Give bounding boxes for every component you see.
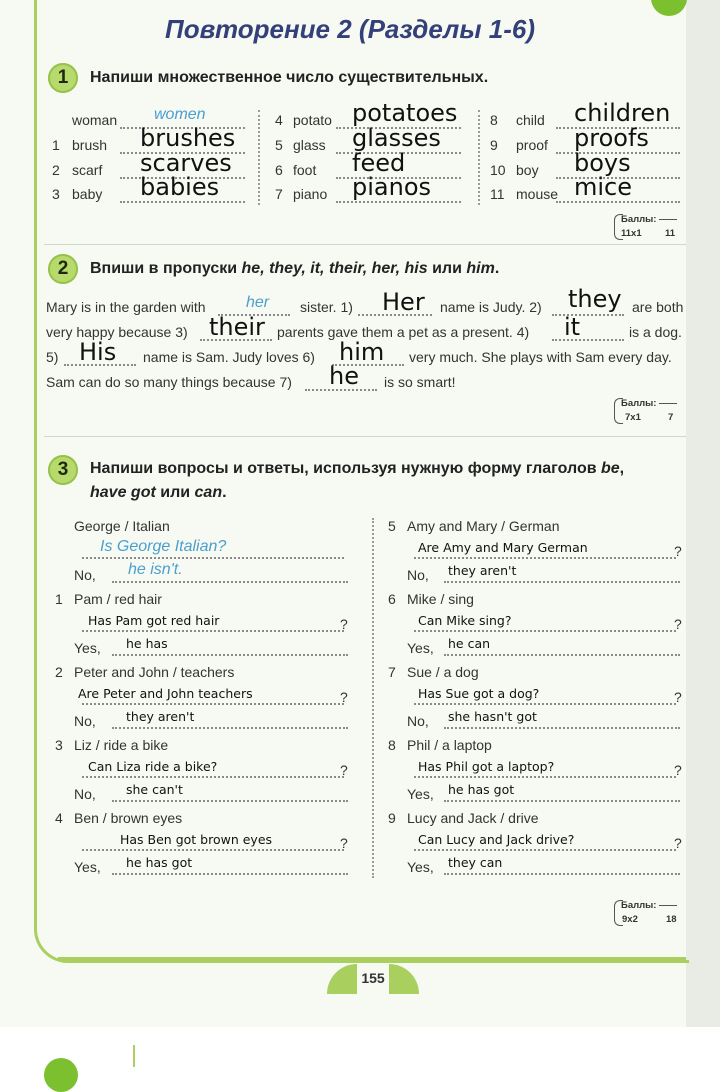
ex2-example-answer: her: [246, 294, 270, 311]
ex3-item-prompt: Phil / a laptop: [407, 737, 492, 753]
ex2-text: name is Judy. 2): [440, 299, 542, 315]
exercise-3-instruction: Напиши вопросы и ответы, используя нужную форму глаголов be, have got или can.: [90, 460, 625, 501]
ex2-answer-2: they: [568, 285, 622, 313]
ex3-question-mark: ?: [674, 762, 682, 778]
ex1-item-word: foot: [293, 162, 317, 178]
column-divider: [372, 518, 374, 878]
ex3-item-prompt: Pam / red hair: [74, 591, 162, 607]
ex3-answer-blank: [112, 654, 348, 656]
ex3-question-blank: [82, 630, 344, 632]
ex3-item-prompt: Amy and Mary / German: [407, 518, 560, 534]
ex1-item-word: piano: [293, 186, 328, 202]
ex3-item-number: 7: [388, 664, 396, 680]
ex3-score-max: 18: [666, 914, 677, 925]
page-title: Повторение 2 (Разделы 1-6): [165, 14, 535, 44]
ex3-short-word: No,: [74, 786, 96, 802]
ex3-question-blank: [414, 776, 676, 778]
ex1-item-word: child: [516, 112, 545, 128]
section-separator: [44, 244, 686, 245]
ex1-blank: [120, 201, 245, 203]
section-separator: [44, 436, 686, 437]
exercise-2-instruction: Впиши в пропуски he, they, it, their, her, his или him.: [90, 260, 500, 277]
ex3-short-answer: he has got: [448, 782, 515, 797]
ex1-item-number: 4: [275, 112, 283, 128]
ex3-item-prompt: George / Italian: [74, 518, 170, 534]
ex3-answer-blank: [112, 873, 348, 875]
ex1-item-number: 2: [52, 162, 60, 178]
ex3-item-number: 1: [55, 591, 63, 607]
ex3-short-answer: they aren't: [126, 709, 195, 724]
ex1-answer: potatoes: [352, 99, 458, 127]
ex3-question-blank: [82, 703, 344, 705]
ex1-item-word: brush: [72, 137, 108, 153]
ex3-question-answer: Are Amy and Mary German: [418, 540, 588, 555]
ex3-score-formula: 9x2: [622, 914, 638, 925]
ex3-score-label: Баллы:: [621, 900, 677, 912]
ex1-answer: mice: [574, 173, 633, 201]
ex3-short-answer: they aren't: [448, 563, 517, 578]
ex2-answer-6: him: [339, 338, 385, 366]
ex2-answer-1: Her: [382, 288, 425, 316]
ex3-answer-blank: [444, 654, 680, 656]
ex2-text: Mary is in the garden with: [46, 299, 206, 315]
ex2-answer-5: His: [79, 338, 117, 366]
ex3-question-mark: ?: [674, 835, 682, 851]
ex2-text: sister. 1): [300, 299, 353, 315]
exercise-1-badge: 1: [48, 63, 78, 93]
ex1-item-word: glass: [293, 137, 326, 153]
ex3-question-blank: [414, 557, 676, 559]
ex3-question-blank: [82, 776, 344, 778]
ex3-short-answer: she hasn't got: [448, 709, 537, 724]
ex1-answer: scarves: [140, 149, 232, 177]
ex1-score-max: 11: [665, 228, 676, 239]
ex2-text: very much. She plays with Sam every day.: [409, 349, 672, 365]
ex1-answer: proofs: [574, 124, 649, 152]
ex3-short-word: No,: [407, 713, 429, 729]
ex2-score-label: Баллы:: [621, 398, 677, 410]
ex3-answer-blank: [444, 800, 680, 802]
ex3-question-mark: ?: [674, 543, 682, 559]
ex3-example-question: Is George Italian?: [100, 538, 227, 555]
ex3-short-answer: he can: [448, 636, 491, 651]
ex2-text: parents gave them a pet as a present. 4): [277, 324, 530, 340]
ex3-question-answer: Has Phil got a laptop?: [418, 759, 555, 774]
ex1-item-word: baby: [72, 186, 103, 202]
ex3-question-answer: Has Ben got brown eyes: [120, 832, 273, 847]
ex3-item-number: 3: [55, 737, 63, 753]
ex3-answer-blank: [112, 800, 348, 802]
ex3-question-mark: ?: [340, 689, 348, 705]
ex3-short-word: Yes,: [407, 859, 434, 875]
ex3-answer-blank: [112, 727, 348, 729]
ex1-item-word: scarf: [72, 162, 103, 178]
ex3-item-prompt: Peter and John / teachers: [74, 664, 235, 680]
ex3-question-answer: Can Liza ride a bike?: [88, 759, 218, 774]
next-page-frame-line: [133, 1045, 135, 1067]
ex1-score-label: Баллы:: [621, 214, 677, 226]
ex1-item-word: potato: [293, 112, 332, 128]
ex3-item-number: 9: [388, 810, 396, 826]
ex2-score-max: 7: [668, 412, 674, 423]
ex3-item-prompt: Mike / sing: [407, 591, 474, 607]
ex1-item-number: 8: [490, 112, 498, 128]
ex3-item-prompt: Sue / a dog: [407, 664, 479, 680]
ex2-text: are both: [632, 299, 684, 315]
exercise-3-badge: 3: [48, 455, 78, 485]
ex1-item-number: 3: [52, 186, 60, 202]
ex1-answer: pianos: [352, 173, 432, 201]
ex2-text: Sam can do so many things because 7): [46, 374, 292, 390]
ex3-question-blank: [414, 703, 676, 705]
ex2-score-formula: 7x1: [625, 412, 641, 423]
ex3-answer-blank: [444, 581, 680, 583]
ex3-short-word: No,: [74, 567, 96, 583]
ex3-question-mark: ?: [340, 762, 348, 778]
ex3-question-blank: [414, 630, 676, 632]
ex3-short-word: No,: [74, 713, 96, 729]
ex3-item-number: 2: [55, 664, 63, 680]
ex3-question-answer: Are Peter and John teachers: [78, 686, 253, 701]
ex3-item-prompt: Ben / brown eyes: [74, 810, 183, 826]
ex2-text: very happy because 3): [46, 324, 188, 340]
ex1-blank: [556, 201, 680, 203]
ex3-answer-blank: [112, 581, 348, 583]
ex1-item-number: 7: [275, 186, 283, 202]
ex2-answer-4: it: [564, 313, 581, 341]
ex1-item-number: 5: [275, 137, 283, 153]
ex1-score-formula: 11x1: [621, 228, 642, 239]
ex3-short-answer: he has: [126, 636, 168, 651]
exercise-2-badge: 2: [48, 254, 78, 284]
column-divider: [478, 110, 480, 205]
ex1-item-number: 11: [490, 186, 505, 202]
ex2-blank: [552, 314, 624, 316]
ex3-question-answer: Can Lucy and Jack drive?: [418, 832, 575, 847]
ex1-answer: glasses: [352, 124, 441, 152]
ex2-text: name is Sam. Judy loves 6): [143, 349, 315, 365]
ex1-answer: children: [574, 99, 671, 127]
ex1-item-word: woman: [72, 112, 118, 128]
ex3-item-number: 5: [388, 518, 396, 534]
ex3-question-answer: Has Sue got a dog?: [418, 686, 540, 701]
ex3-short-word: No,: [407, 567, 429, 583]
next-page-strip: [0, 1027, 720, 1067]
ex3-question-mark: ?: [674, 689, 682, 705]
ex3-question-answer: Has Pam got red hair: [88, 613, 220, 628]
ex1-example-answer: women: [154, 106, 206, 123]
ex3-question-blank: [82, 557, 344, 559]
ex3-item-prompt: Lucy and Jack / drive: [407, 810, 539, 826]
page-number-tab: [327, 960, 419, 994]
ex3-short-answer: she can't: [126, 782, 183, 797]
page-number: 155: [361, 970, 385, 986]
ex1-item-word: mouse: [516, 186, 559, 202]
ex2-answer-7: he: [329, 362, 359, 390]
ex1-answer: babies: [140, 173, 220, 201]
next-page-badge: [44, 1058, 78, 1092]
ex3-item-prompt: Liz / ride a bike: [74, 737, 169, 753]
ex3-question-mark: ?: [340, 835, 348, 851]
ex3-answer-blank: [444, 873, 680, 875]
ex1-item-number: 10: [490, 162, 506, 178]
ex1-item-number: 6: [275, 162, 283, 178]
page-edge-shadow: [686, 0, 720, 1027]
ex2-text: 5): [46, 349, 59, 365]
ex3-short-word: Yes,: [74, 859, 101, 875]
ex3-example-answer: he isn't.: [128, 561, 183, 578]
ex3-short-answer: they can: [448, 855, 503, 870]
ex3-question-blank: [82, 849, 344, 851]
ex2-blank: [552, 339, 624, 341]
ex3-short-answer: he has got: [126, 855, 193, 870]
ex3-short-word: Yes,: [74, 640, 101, 656]
ex1-item-word: boy: [516, 162, 539, 178]
ex3-short-word: Yes,: [407, 786, 434, 802]
exercise-1-instruction: Напиши множественное число существительных.: [90, 69, 489, 86]
ex1-item-word: proof: [516, 137, 548, 153]
ex2-text: is so smart!: [384, 374, 456, 390]
ex2-text: is a dog.: [629, 324, 682, 340]
ex3-answer-blank: [444, 727, 680, 729]
ex3-question-mark: ?: [674, 616, 682, 632]
ex1-answer: boys: [574, 149, 631, 177]
ex1-item-number: 9: [490, 137, 498, 153]
ex2-answer-3: their: [209, 313, 265, 341]
ex3-short-word: Yes,: [407, 640, 434, 656]
ex1-blank: [336, 201, 461, 203]
ex3-question-mark: ?: [340, 616, 348, 632]
ex1-item-number: 1: [52, 137, 60, 153]
ex1-answer: brushes: [140, 124, 236, 152]
ex3-item-number: 6: [388, 591, 396, 607]
ex1-answer: feed: [352, 149, 406, 177]
ex3-item-number: 4: [55, 810, 63, 826]
ex3-question-blank: [414, 849, 676, 851]
column-divider: [258, 110, 260, 205]
ex3-question-answer: Can Mike sing?: [418, 613, 512, 628]
ex3-item-number: 8: [388, 737, 396, 753]
